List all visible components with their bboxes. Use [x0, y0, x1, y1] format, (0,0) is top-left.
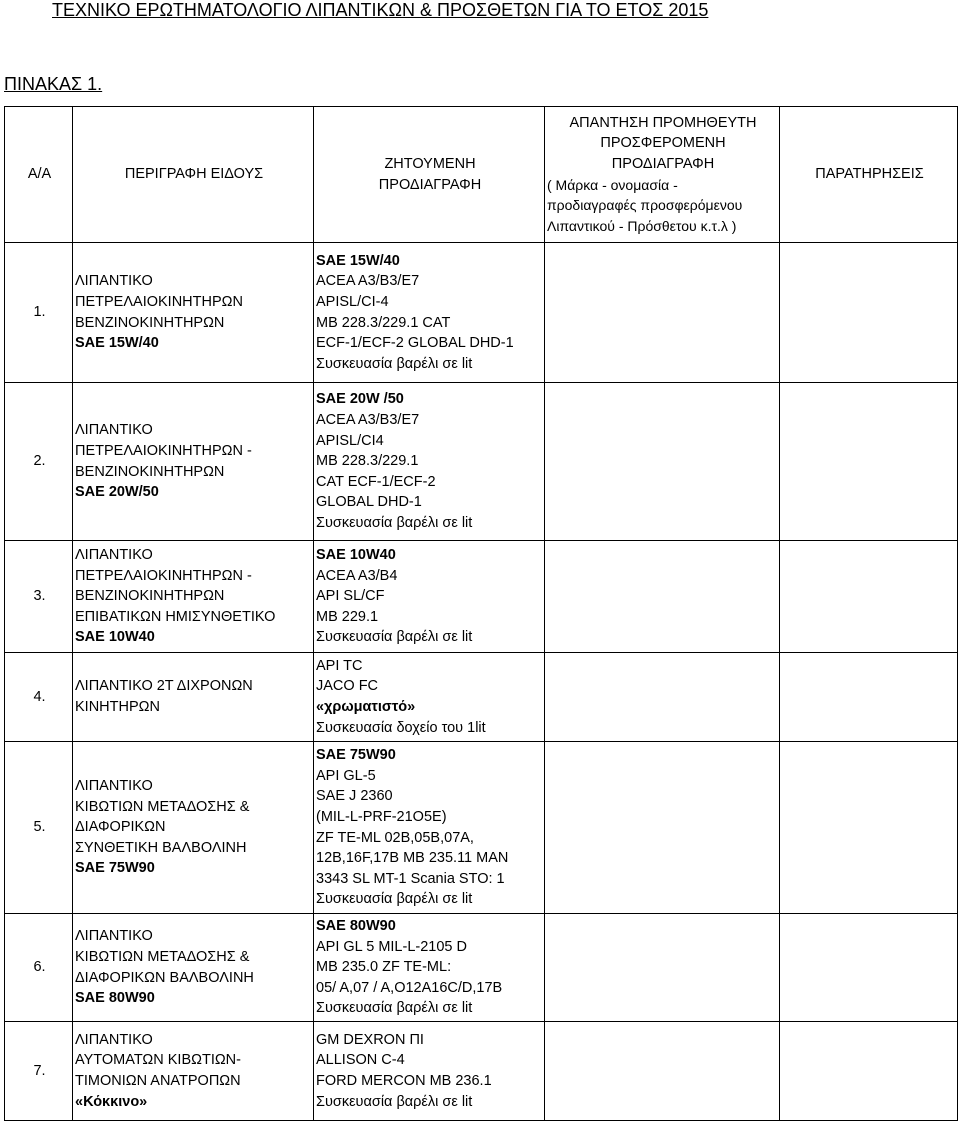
row-remarks-field[interactable]: [780, 653, 958, 742]
header-aa: Α/Α: [5, 107, 73, 243]
row-description: ΛΙΠΑΝΤΙΚΟ ΚΙΒΩΤΙΩΝ ΜΕΤΑΔΟΣΗΣ & ΔΙΑΦΟΡΙΚΩΝ ΒΑΛΒΟΛΙΝΗ SAE 80W90: [73, 914, 314, 1022]
row-required-spec: API TC JACO FC «χρωματιστό» Συσκευασία δοχείο του 1lit: [314, 653, 545, 742]
row-supplier-answer-field[interactable]: [545, 541, 780, 653]
table-row: [5, 383, 958, 541]
row-number: 2.: [5, 383, 73, 541]
row-description: ΛΙΠΑΝΤΙΚΟ 2Τ ΔΙΧΡΟΝΩΝ ΚΙΝΗΤΗΡΩΝ: [73, 653, 314, 742]
row-required-spec: SAE 15W/40 ACEA A3/B3/E7 APISL/CI-4 MB 228.3/229.1 CAT ECF-1/ECF-2 GLOBAL DHD-1 Συσκευασία βαρέλι σε lit: [314, 243, 545, 383]
row-number: 4.: [5, 653, 73, 742]
row-number: 6.: [5, 914, 73, 1022]
table-row: [5, 243, 958, 383]
row-supplier-answer-field[interactable]: [545, 653, 780, 742]
row-description: ΛΙΠΑΝΤΙΚΟ ΠΕΤΡΕΛΑΙΟΚΙΝΗΤΗΡΩΝ ΒΕΝΖΙΝΟΚΙΝΗΤΗΡΩΝ SAE 15W/40: [73, 243, 314, 383]
table-row: [5, 1022, 958, 1121]
table-row: [5, 653, 958, 742]
row-supplier-answer-field[interactable]: [545, 914, 780, 1022]
table-row: [5, 541, 958, 653]
row-remarks-field[interactable]: [780, 383, 958, 541]
row-remarks-field[interactable]: [780, 243, 958, 383]
header-description: ΠΕΡΙΓΡΑΦΗ ΕΙΔΟΥΣ: [73, 107, 314, 243]
table-header-row: [5, 107, 958, 243]
row-supplier-answer-field[interactable]: [545, 243, 780, 383]
row-required-spec: SAE 10W40 ACEA A3/B4 API SL/CF MB 229.1 Συσκευασία βαρέλι σε lit: [314, 541, 545, 653]
row-number: 1.: [5, 243, 73, 383]
table-row: [5, 742, 958, 914]
row-supplier-answer-field[interactable]: [545, 742, 780, 914]
row-description: ΛΙΠΑΝΤΙΚΟ ΠΕΤΡΕΛΑΙΟΚΙΝΗΤΗΡΩΝ - ΒΕΝΖΙΝΟΚΙΝΗΤΗΡΩΝ SAE 20W/50: [73, 383, 314, 541]
row-remarks-field[interactable]: [780, 914, 958, 1022]
row-description: ΛΙΠΑΝΤΙΚΟ ΑΥΤΟΜΑΤΩΝ ΚΙΒΩΤΙΩΝ- ΤΙΜΟΝΙΩΝ ΑΝΑΤΡΟΠΩΝ «Κόκκινο»: [73, 1022, 314, 1121]
row-remarks-field[interactable]: [780, 1022, 958, 1121]
header-supplier-answer: ΑΠΑΝΤΗΣΗ ΠΡΟΜΗΘΕΥΤΗ ΠΡΟΣΦΕΡΟΜΕΝΗ ΠΡΟΔΙΑΓΡΑΦΗ ( Μάρκα - ονομασία - προδιαγραφές προσφερόμενου Λιπαντικού - Πρόσθετου κ.τ.λ ): [545, 107, 780, 243]
row-supplier-answer-field[interactable]: [545, 383, 780, 541]
row-remarks-field[interactable]: [780, 742, 958, 914]
table-row: [5, 914, 958, 1022]
row-number: 7.: [5, 1022, 73, 1121]
row-remarks-field[interactable]: [780, 541, 958, 653]
header-remarks: ΠΑΡΑΤΗΡΗΣΕΙΣ: [780, 107, 958, 243]
row-required-spec: SAE 75W90 API GL-5 SAE J 2360 (MIL-L-PRF-21O5E) ZF TE-ML 02B,05B,07A, 12B,16F,17B MB 235.11 MAN 3343 SL MT-1 Scania STO: 1 Συσκευασία βαρέλι σε lit: [314, 742, 545, 914]
row-required-spec: SAE 20W /50 ACEA A3/B3/E7 APISL/CI4 MB 228.3/229.1 CAT ECF-1/ECF-2 GLOBAL DHD-1 Συσκευασία βαρέλι σε lit: [314, 383, 545, 541]
row-required-spec: GM DEXRON ΠΙ ALLISON C-4 FORD MERCON MB 236.1 Συσκευασία βαρέλι σε lit: [314, 1022, 545, 1121]
row-supplier-answer-field[interactable]: [545, 1022, 780, 1121]
row-description: ΛΙΠΑΝΤΙΚΟ ΠΕΤΡΕΛΑΙΟΚΙΝΗΤΗΡΩΝ - ΒΕΝΖΙΝΟΚΙΝΗΤΗΡΩΝ ΕΠΙΒΑΤΙΚΩΝ ΗΜΙΣΥΝΘΕΤΙΚΟ SAE 10W40: [73, 541, 314, 653]
document-title: ΤΕΧΝΙΚΟ ΕΡΩΤΗΜΑΤΟΛΟΓΙΟ ΛΙΠΑΝΤΙΚΩΝ & ΠΡΟΣΘΕΤΩΝ ΓΙΑ ΤΟ ΕΤΟΣ 2015: [52, 0, 709, 20]
table-label: ΠΙΝΑΚΑΣ 1.: [4, 74, 103, 94]
row-description: ΛΙΠΑΝΤΙΚΟ ΚΙΒΩΤΙΩΝ ΜΕΤΑΔΟΣΗΣ & ΔΙΑΦΟΡΙΚΩΝ ΣΥΝΘΕΤΙΚΗ ΒΑΛΒΟΛΙΝΗ SAE 75W90: [73, 742, 314, 914]
lubricants-table: [4, 106, 958, 1121]
header-required-spec: ΖΗΤΟΥΜΕΝΗ ΠΡΟΔΙΑΓΡΑΦΗ: [314, 107, 545, 243]
row-number: 5.: [5, 742, 73, 914]
row-number: 3.: [5, 541, 73, 653]
row-required-spec: SAE 80W90 API GL 5 MIL-L-2105 D MB 235.0 ZF TE-ML: 05/ A,07 / A,O12A16C/D,17B Συσκευασία βαρέλι σε lit: [314, 914, 545, 1022]
